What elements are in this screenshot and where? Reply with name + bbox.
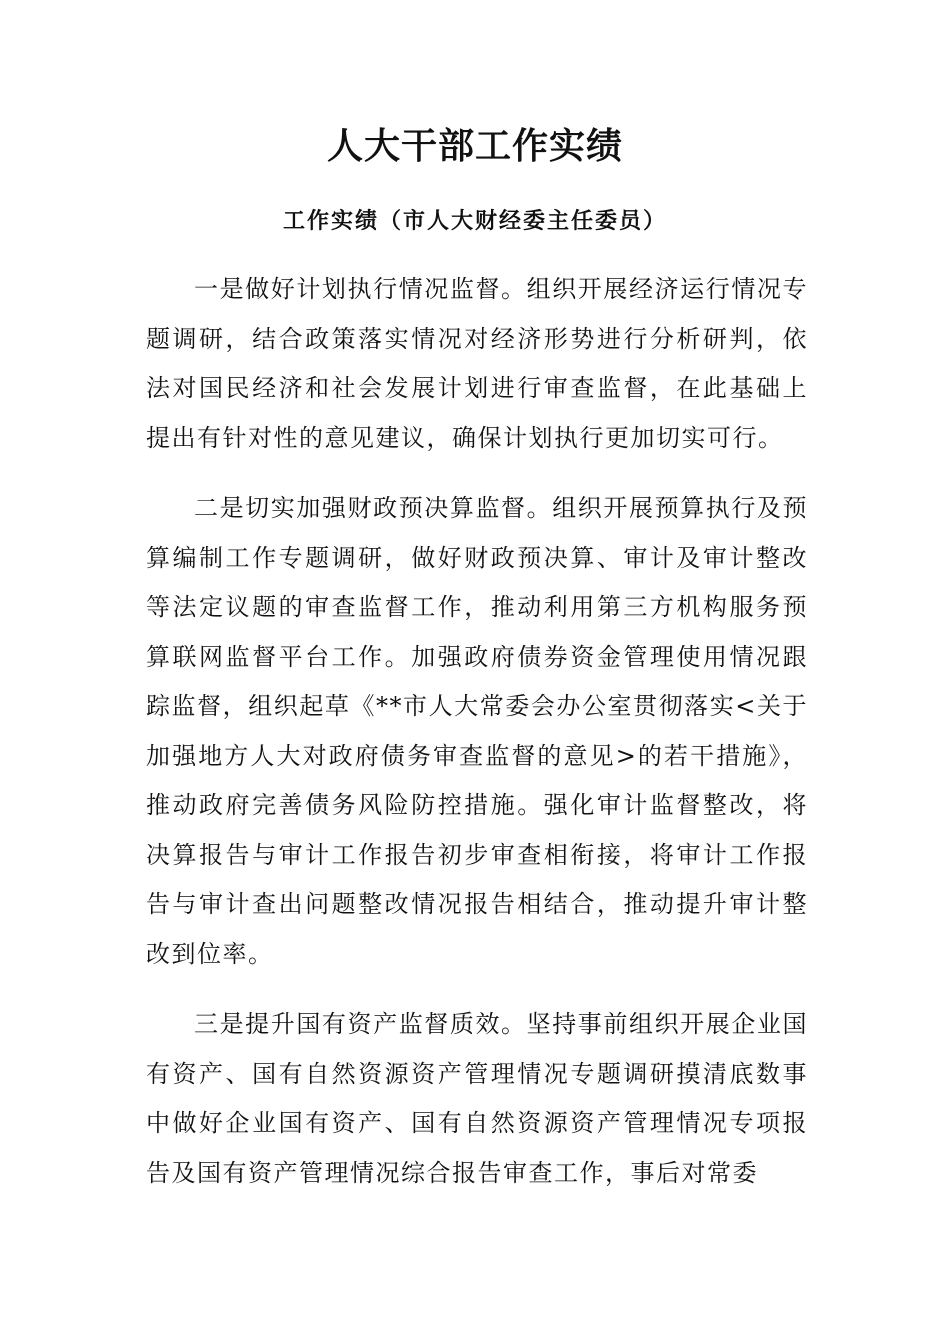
paragraph-state-assets-supervision: 三是提升国有资产监督质效。坚持事前组织开展企业国有资产、国有自然资源资产管理情况专题调研摸清底数事中做好企业国有资产、国有自然资源资产管理情况专项报告及国有资产管理情况综合报告审查工作，事后对常委 — [146, 1010, 808, 1187]
document-subtitle: 工作实绩（市人大财经委主任委员） — [282, 209, 667, 234]
document-title: 人大干部工作实绩 — [326, 125, 623, 167]
paragraph-budget-supervision: 二是切实加强财政预决算监督。组织开展预算执行及预算编制工作专题调研，做好财政预决算、审计及审计整改等法定议题的审查监督工作，推动利用第三方机构服务预算联网监督平台工作。加强政府债券资金管理使用情况跟踪监督，组织起草《**市人大常委会办公室贯彻落实<关于加强地方人大对政府债务审查监督的意见>的若干措施》，推动政府完善债务风险防控措施。强化审计监督整改，将决算报告与审计工作报告初步审查相衔接，将审计工作报告与审计查出问题整改情况报告相结合，推动提升审计整改到位率。 — [146, 494, 808, 968]
paragraph-plan-supervision: 一是做好计划执行情况监督。组织开展经济运行情况专题调研，结合政策落实情况对经济形势进行分析研判，依法对国民经济和社会发展计划进行审查监督，在此基础上提出有针对性的意见建议，确保计划执行更加切实可行。 — [146, 275, 808, 452]
document-body — [146, 265, 808, 1219]
